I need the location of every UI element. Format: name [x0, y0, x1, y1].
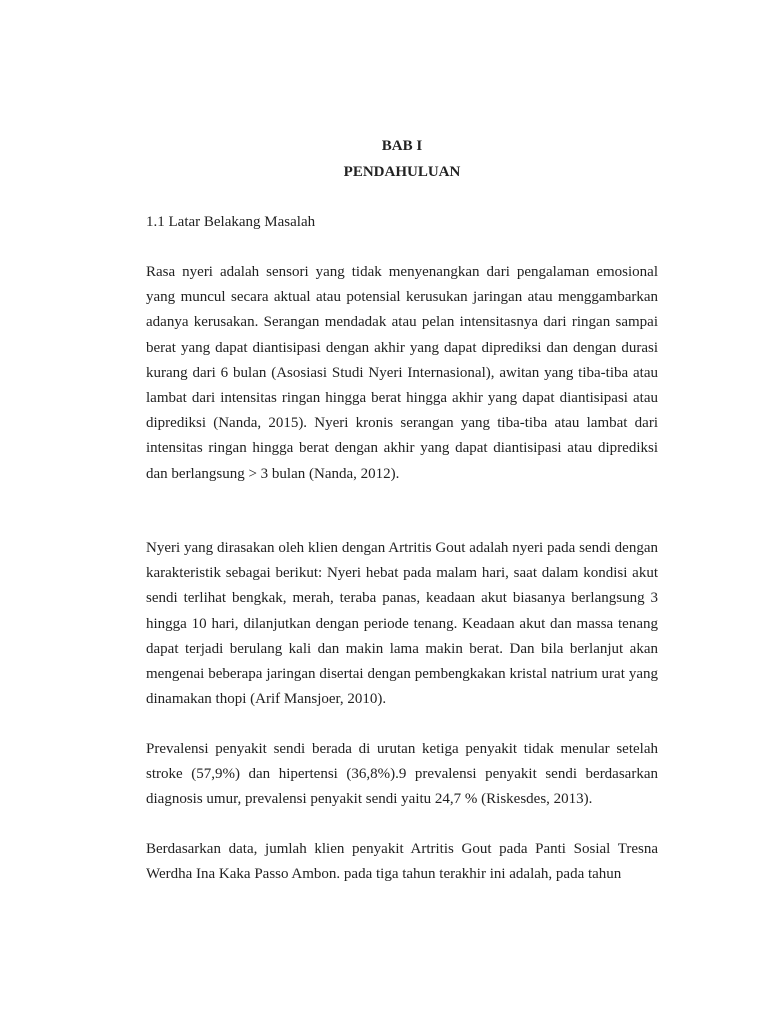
- chapter-title: PENDAHULUAN: [343, 164, 461, 180]
- paragraph: Rasa nyeri adalah sensori yang tidak menyenangkan dari pengalaman emosional yang muncul secara aktual atau potensial kerusukan jaringan atau menggambarkan adanya kerusakan. Serangan mendadak atau pelan intensitasnya dari ringan sampai berat yang dapat diantisipasi dengan akhir yang dapat diprediksi dan dengan durasi kurang dari 6 bulan (Asosiasi Studi Nyeri Internasional), awitan yang tiba-tiba atau lambat dari intensitas ringan hingga berat hingga akhir yang dapat diantisipasi atau diprediksi (Nanda, 2015). Nyeri kronis serangan yang tiba-tiba atau lambat dari intensitas ringan hingga berat dengan akhir yang dapat diantisipasi atau diprediksi dan berlangsung > 3 bulan (Nanda, 2012).: [146, 264, 658, 482]
- chapter-label: BAB I: [381, 138, 423, 154]
- paragraph: Berdasarkan data, jumlah klien penyakit Artritis Gout pada Panti Sosial Tresna Werdha Ina Kaka Passo Ambon. pada tiga tahun terakhir ini adalah, pada tahun: [146, 841, 658, 883]
- paragraph: Prevalensi penyakit sendi berada di urutan ketiga penyakit tidak menular setelah stroke (57,9%) dan hipertensi (36,8%).9 prevalensi penyakit sendi berdasarkan diagnosis umur, prevalensi penyakit sendi yaitu 24,7 % (Riskesdes, 2013).: [146, 741, 658, 808]
- section-heading: 1.1 Latar Belakang Masalah: [146, 214, 316, 230]
- paragraph: Nyeri yang dirasakan oleh klien dengan Artritis Gout adalah nyeri pada sendi dengan karakteristik sebagai berikut: Nyeri hebat pada malam hari, saat dalam kondisi akut sendi terlihat bengkak, merah, teraba panas, keadaan akut biasanya berlangsung 3 hingga 10 hari, dilanjutkan dengan periode tenang. Keadaan akut dan massa tenang dapat terjadi berulang kali dan makin lama makin berat. Dan bila berlanjut akan mengenai beberapa jaringan disertai dengan pembengkakan kristal natrium urat yang dinamakan thopi (Arif Mansjoer, 2010).: [146, 540, 658, 708]
